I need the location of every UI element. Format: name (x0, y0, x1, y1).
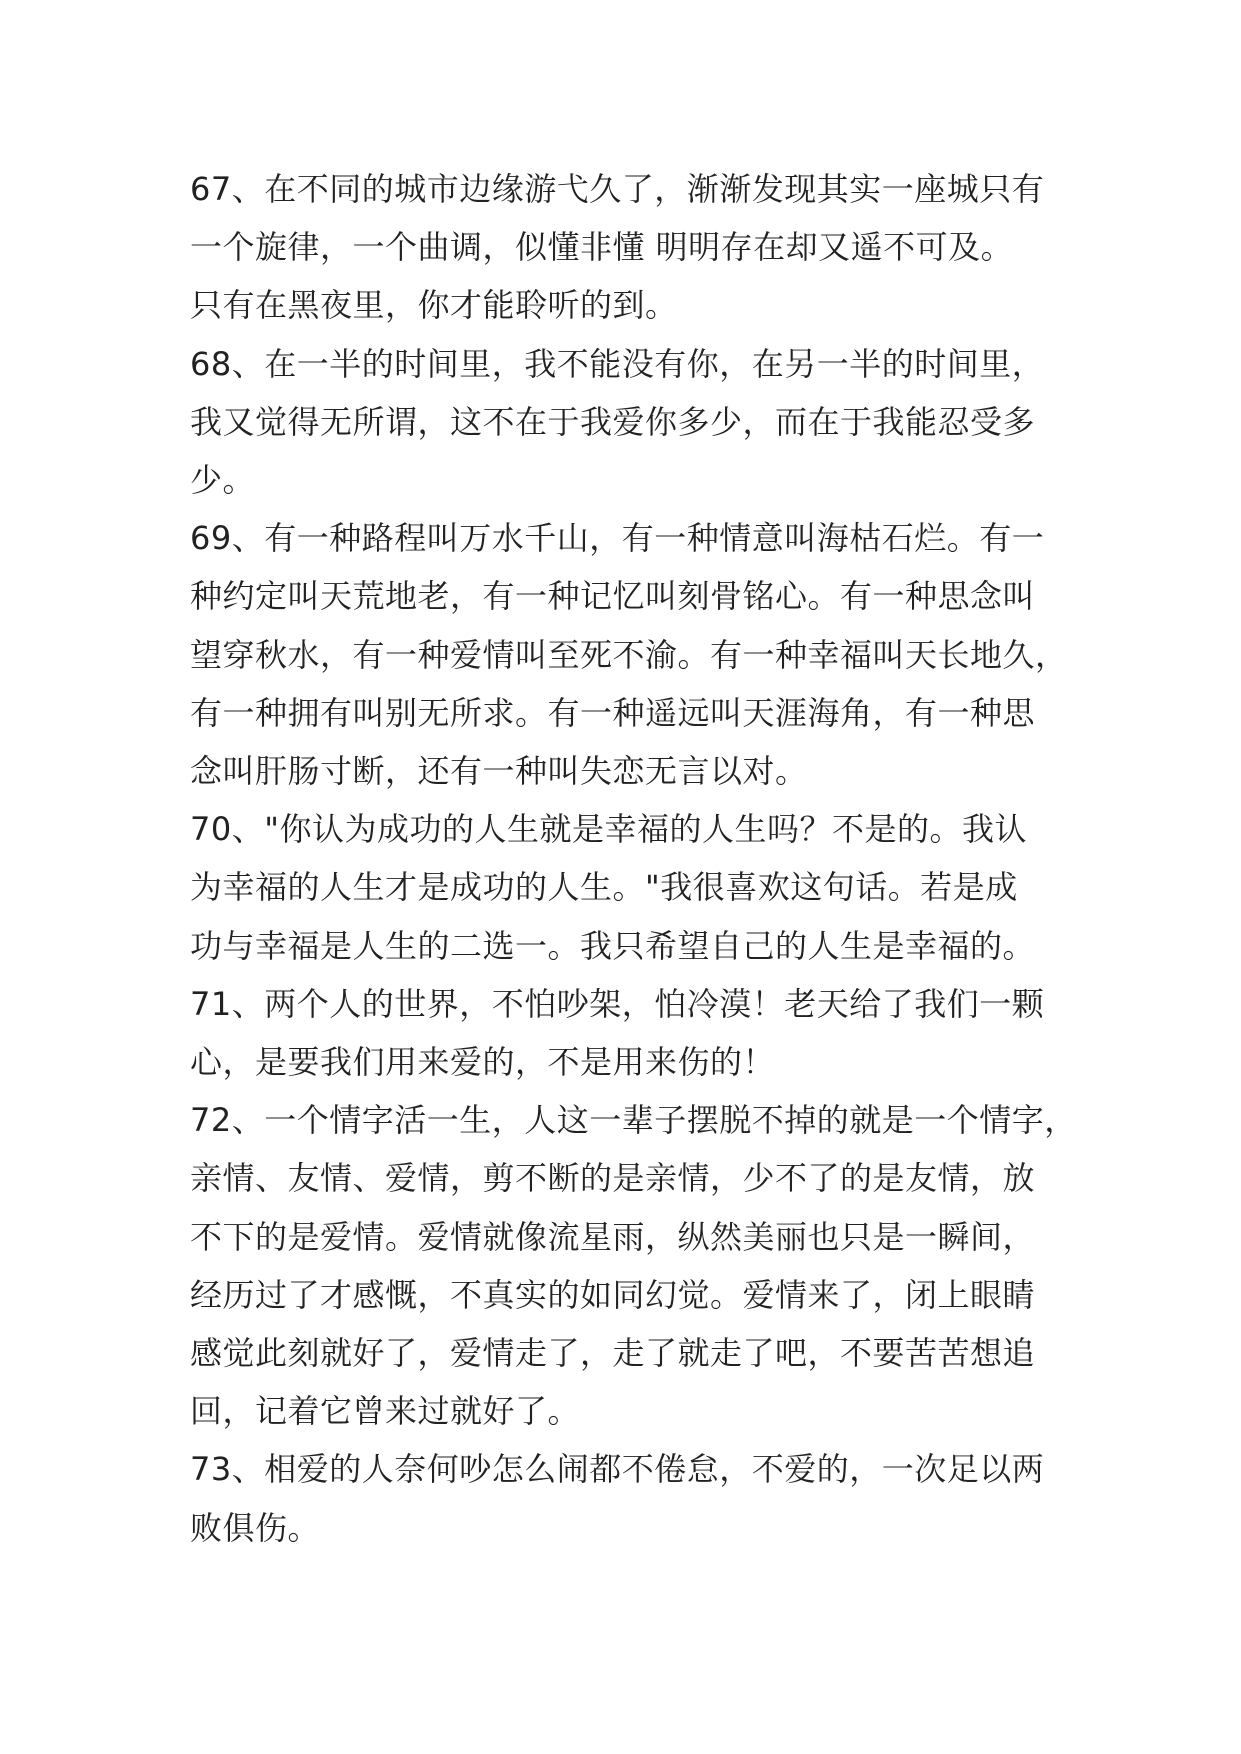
text-line: 种约定叫天荒地老，有一种记忆叫刻骨铭心。有一种思念叫 (190, 577, 1036, 616)
paragraph-68 (190, 335, 1080, 510)
text-line: 不下的是爱情。爱情就像流星雨，纵然美丽也只是一瞬间， (190, 1217, 1036, 1256)
text-line: 69、有一种路程叫万水千山，有一种情意叫海枯石烂。有一 (190, 519, 1045, 558)
text-line: 回，记着它曾来过就好了。 (190, 1392, 581, 1431)
paragraph-70 (190, 800, 1080, 975)
paragraph-72 (190, 1091, 1080, 1440)
paragraph-69 (190, 509, 1080, 800)
text-line: 只有在黑夜里，你才能聆听的到。 (190, 286, 678, 325)
paragraph-67 (190, 160, 1080, 335)
text-line: 亲情、友情、爱情，剪不断的是亲情，少不了的是友情，放 (190, 1159, 1036, 1198)
text-line: 望穿秋水，有一种爱情叫至死不渝。有一种幸福叫天长地久， (190, 635, 1068, 674)
text-line: 一个旋律，一个曲调，似懂非懂 明明存在却又遥不可及。 (190, 228, 1014, 267)
text-line: 70、"你认为成功的人生就是幸福的人生吗？不是的。我认 (190, 810, 1027, 849)
paragraph-73 (190, 1440, 1080, 1556)
text-line: 为幸福的人生才是成功的人生。"我很喜欢这句话。若是成 (190, 868, 1018, 907)
text-line: 经历过了才感慨，不真实的如同幻觉。爱情来了，闭上眼睛 (190, 1275, 1036, 1314)
text-line: 我又觉得无所谓，这不在于我爱你多少，而在于我能忍受多 (190, 402, 1036, 441)
text-line: 71、两个人的世界，不怕吵架，怕冷漠！老天给了我们一颗 (190, 984, 1045, 1023)
text-line: 少。 (190, 461, 256, 500)
text-line: 73、相爱的人奈何吵怎么闹都不倦怠，不爱的，一次足以两 (190, 1450, 1045, 1489)
text-line: 败俱伤。 (190, 1508, 321, 1547)
text-line: 72、一个情字活一生，人这一辈子摆脱不掉的就是一个情字， (190, 1101, 1077, 1140)
text-line: 有一种拥有叫别无所求。有一种遥远叫天涯海角，有一种思 (190, 693, 1036, 732)
text-line: 感觉此刻就好了，爱情走了，走了就走了吧，不要苦苦想追 (190, 1334, 1036, 1373)
text-line: 心，是要我们用来爱的，不是用来伤的！ (190, 1043, 776, 1082)
paragraph-71 (190, 975, 1080, 1091)
text-line: 67、在不同的城市边缘游弋久了，渐渐发现其实一座城只有 (190, 170, 1045, 208)
text-line: 68、在一半的时间里，我不能没有你，在另一半的时间里， (190, 344, 1045, 383)
text-line: 念叫肝肠寸断，还有一种叫失恋无言以对。 (190, 752, 808, 791)
document-body (190, 160, 1080, 1557)
text-line: 功与幸福是人生的二选一。我只希望自己的人生是幸福的。 (190, 926, 1036, 965)
